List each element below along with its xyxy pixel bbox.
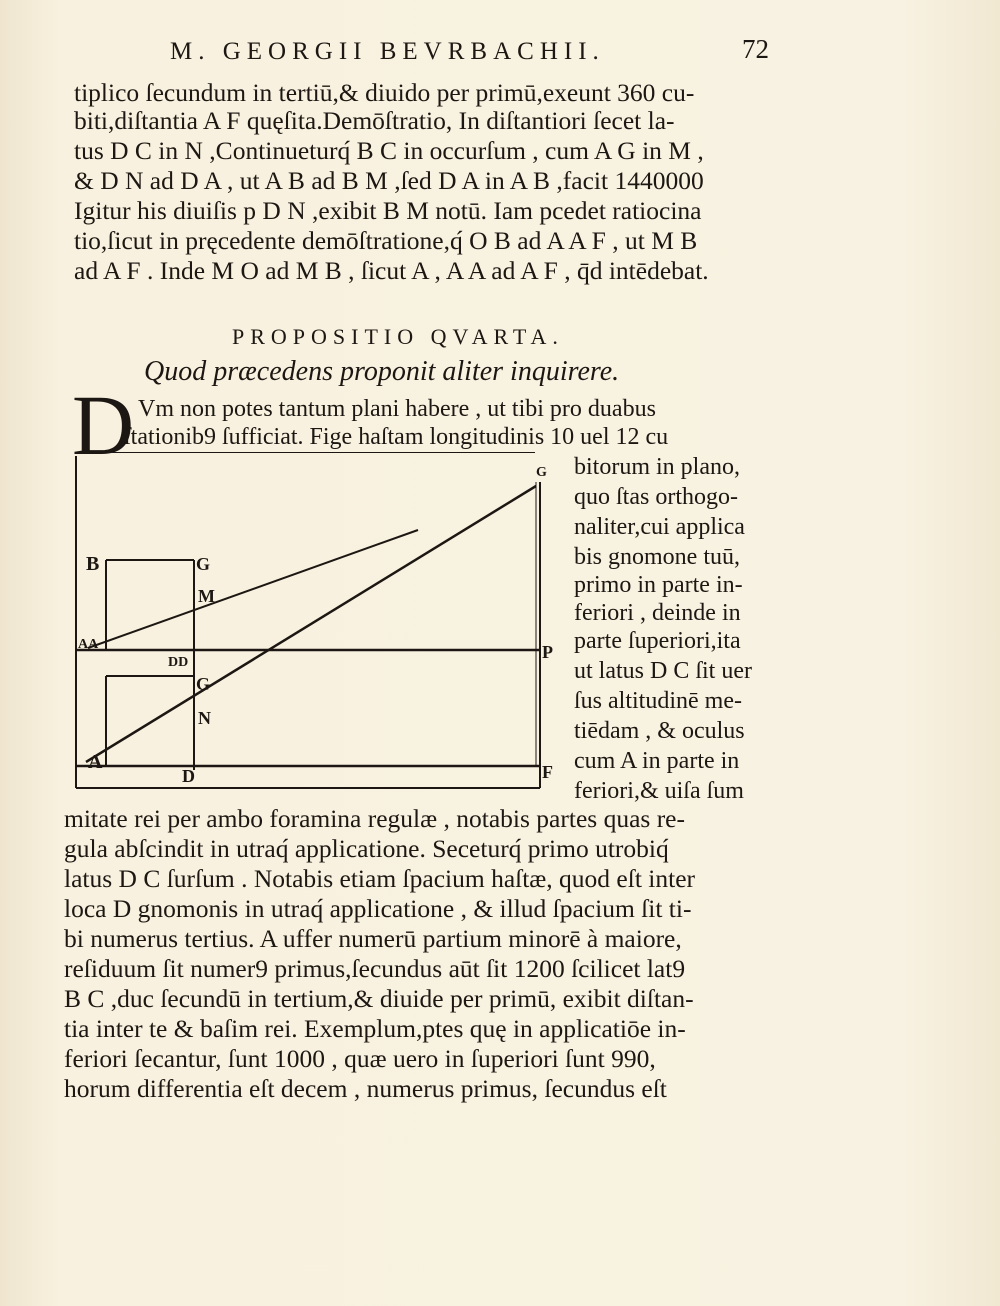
side-line: ſus altitudinē me- [574,688,742,714]
section-subheading: Quod præcedens proponit aliter inquirere. [144,356,620,387]
side-line: ut latus D C ſit uer [574,658,752,684]
label-g-mid: G [196,674,211,694]
text-line: bi numerus tertius. A uffer numerū partium minorē à maiore, [64,924,682,953]
text-line: tio,ſicut in pręcedente demōſtratione,q́ O B ad A A F , ut M B [74,226,698,255]
text-line: feriori ſecantur, ſunt 1000 , quæ uero in ſuperiori ſunt 990, [64,1044,656,1073]
side-line: tiēdam , & oculus [574,718,745,744]
running-header [170,34,810,66]
text-line: horum differentia eſt decem , numerus primus, ſecundus eſt [64,1074,667,1103]
label-n: N [198,708,211,728]
section-heading: PROPOSITIO QVARTA. [232,324,564,349]
page-number: 72 [742,34,769,64]
side-line: quo ſtas orthogo- [574,484,738,510]
text-line: tiplico ſecundum in tertiū,& diuido per primū,exeunt 360 cu- [74,78,695,107]
label-g-top: G [196,554,211,574]
side-line: bis gnomone tuū, [574,544,740,570]
side-line: feriori , deinde in [574,600,741,626]
label-b: B [86,553,100,575]
side-line: cum A in parte in [574,748,740,774]
text-line: gula abſcindit in utraq́ applicatione. Seceturq́ primo utrobiq́ [64,834,669,863]
drop-cap: D [72,377,135,473]
geometric-figure [70,452,570,802]
label-f: F [542,762,553,782]
text-line: tia inter te & baſim rei. Exemplum,ptes quę in applicatiōe in- [64,1014,686,1043]
text-line: Igitur his diuiſis p D N ,exibit B M notū. Iam pcedet ratiocina [74,196,702,225]
label-p: P [542,642,553,662]
side-line: naliter,cui applica [574,514,745,540]
intro-line: Vm non potes tantum plani habere , ut tibi pro duabus [138,396,656,422]
side-line: primo in parte in- [574,572,743,598]
label-g-corner: G [536,465,547,480]
text-line: reſiduum ſit numer9 primus,ſecundus aūt ſit 1200 ſcilicet lat9 [64,954,686,983]
running-title: M. GEORGII BEVRBACHII. [170,38,605,65]
side-line: feriori,& uiſa ſum [574,778,744,804]
text-line: biti,diſtantia A F quęſita.Demōſtratio, In diſtantiori ſecet la- [74,106,675,135]
text-line: latus D C ſurſum . Notabis etiam ſpacium haſtæ, quod eſt inter [64,864,696,893]
label-dd: DD [168,655,189,670]
text-line: loca D gnomonis in utraq́ applicatione , & illud ſpacium ſit ti- [64,894,692,923]
text-line: & D N ad D A , ut A B ad B M ,ſed D A in A B ,facit 1440000 [74,166,704,195]
intro-line: ſtationib9 ſufficiat. Fige haſtam longitudinis 10 uel 12 cu [124,424,669,450]
label-d: D [182,766,195,786]
side-line: parte ſuperiori,ita [574,628,741,654]
label-aa: AA [78,637,99,652]
text-line: mitate rei per ambo foramina regulæ , notabis partes quas re- [64,804,685,833]
text-line: ad A F . Inde M O ad M B , ſicut A , A A ad A F , q̄d intēdebat. [74,256,709,285]
label-a: A [88,751,103,773]
side-line: bitorum in plano, [574,454,740,480]
text-line: tus D C in N ,Continueturq́ B C in occurſum , cum A G in M , [74,136,704,165]
text-line: B C ,duc ſecundū in tertium,& diuide per primū, exibit diſtan- [64,984,694,1013]
label-m: M [198,586,215,606]
